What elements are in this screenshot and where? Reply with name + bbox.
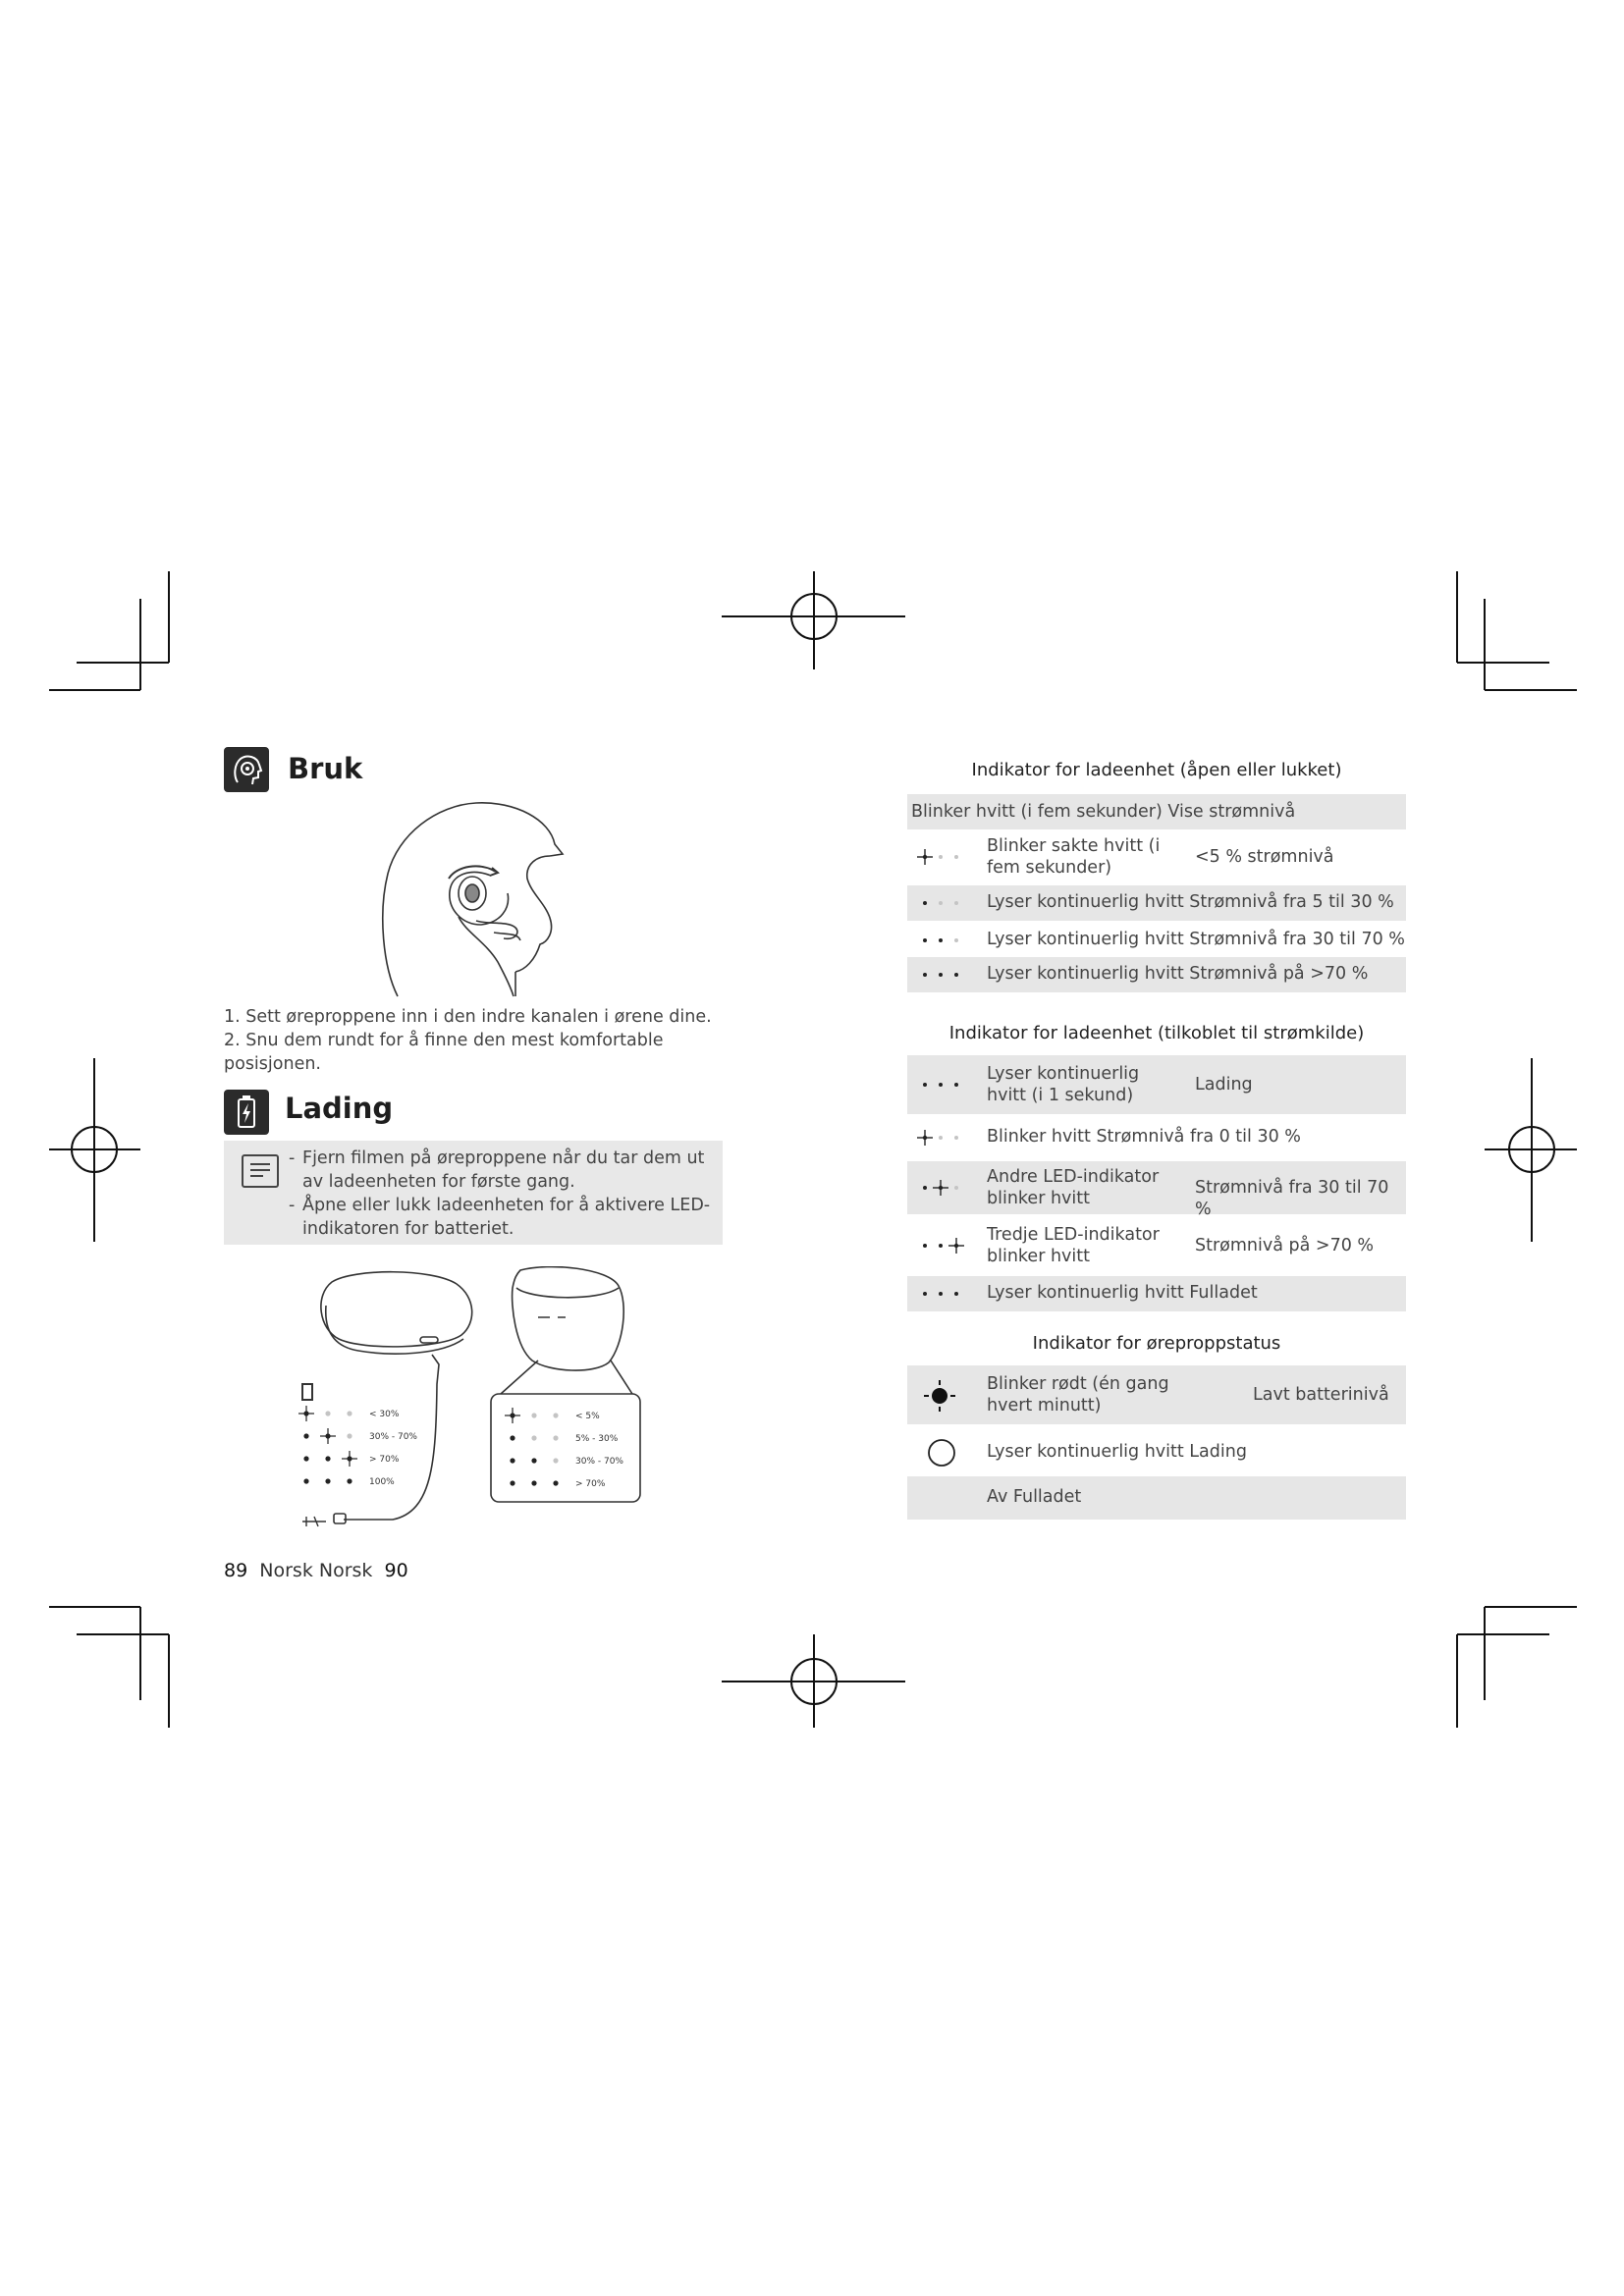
led-off-dot [954, 1136, 958, 1140]
page-folio [224, 1560, 408, 1581]
led-off-dot [954, 901, 958, 905]
level-label: 5% - 30% [575, 1434, 619, 1444]
led-off-dot [553, 1435, 558, 1440]
led-off-circle-icon [927, 1438, 956, 1468]
led-blink-icon [933, 1180, 948, 1196]
level-label: > 70% [575, 1479, 606, 1489]
usage-step: 1. Sett øreproppene inn i den indre kanalen i ørene dine. [224, 1007, 712, 1027]
battery-charge-icon [224, 1090, 269, 1135]
table-row: Blinker sakte hvitt (i fem sekunder) <5 % strømnivå [907, 833, 1406, 881]
led-on-dot [553, 1480, 558, 1485]
led-on-dot [325, 1456, 330, 1461]
note-item: - Fjern filmen på øreproppene når du tar dem ut av ladeenheten for første gang. [289, 1148, 705, 1192]
level-label: > 70% [369, 1455, 400, 1465]
led-on-dot [531, 1480, 536, 1485]
table-row: Lyser kontinuerlig hvitt Strømnivå på >70 % [907, 957, 1406, 992]
led-indicator-icon [917, 1120, 976, 1155]
level-label: < 30% [369, 1410, 400, 1419]
head-earbud-icon [224, 747, 269, 792]
table-header: Blinker hvitt (i fem sekunder) Vise strømnivå [907, 794, 1406, 829]
led-indicator-icon [917, 1055, 976, 1114]
led-off-dot [347, 1433, 352, 1438]
level-label: < 5% [575, 1412, 600, 1421]
table-row: Andre LED-indikator blinker hvitt Strømnivå fra 30 til 70 % [907, 1161, 1406, 1214]
led-blink-icon [320, 1428, 336, 1444]
led-on-dot [303, 1456, 308, 1461]
led-off-dot [939, 1136, 943, 1140]
led-on-dot [954, 1083, 958, 1087]
note-icon [242, 1154, 279, 1188]
led-on-dot [510, 1435, 514, 1440]
led-indicator-icon [917, 1276, 976, 1311]
led-on-dot [923, 938, 927, 942]
led-indicator-icon [917, 885, 976, 921]
led-indicator-icon [917, 1161, 976, 1214]
led-on-dot [939, 1083, 943, 1087]
usage-step: 2. Snu dem rundt for å finne den mest komfortable posisjonen. [224, 1031, 664, 1074]
table-row: Blinker hvitt Strømnivå fra 0 til 30 % [907, 1120, 1406, 1155]
level-label: 100% [369, 1477, 395, 1487]
folio-text: Norsk Norsk [259, 1560, 373, 1581]
led-on-dot [923, 973, 927, 977]
led-on-dot [510, 1458, 514, 1463]
led-blink-icon [948, 1238, 964, 1254]
led-indicator-icon [917, 957, 976, 992]
led-off-dot [954, 1186, 958, 1190]
led-off-dot [531, 1435, 536, 1440]
led-on-dot [923, 1083, 927, 1087]
level-label: 30% - 70% [369, 1432, 417, 1442]
led-on-dot [923, 1244, 927, 1248]
led-on-dot [325, 1478, 330, 1483]
led-on-dot [939, 1292, 943, 1296]
led-blink-icon [917, 1130, 933, 1146]
charging-case-illustration [285, 1266, 658, 1531]
led-on-dot [303, 1433, 308, 1438]
led-off-dot [939, 901, 943, 905]
led-on-dot [954, 973, 958, 977]
led-indicator-icon [917, 833, 976, 881]
note-item: - Åpne eller lukk ladeenheten for å aktivere LED-indikatoren for batteriet. [289, 1196, 711, 1239]
level-label: 30% - 70% [575, 1457, 623, 1467]
led-on-dot [939, 1244, 943, 1248]
table-title: Indikator for ladeenhet (åpen eller lukket) [971, 760, 1342, 780]
led-off-dot [954, 855, 958, 859]
note-box [224, 1141, 723, 1245]
led-on-dot [347, 1478, 352, 1483]
led-on-dot [923, 1186, 927, 1190]
battery-mini-icon [302, 1384, 312, 1400]
page-number-right: 90 [384, 1560, 408, 1581]
led-on-dot [303, 1478, 308, 1483]
table-row: Lyser kontinuerlig hvitt Lading [907, 1431, 1406, 1474]
led-blink-icon [505, 1408, 520, 1423]
led-on-dot [939, 938, 943, 942]
led-indicator-icon [917, 1219, 976, 1272]
led-off-dot [939, 855, 943, 859]
led-on-dot [939, 973, 943, 977]
led-off-dot [954, 938, 958, 942]
led-on-dot [510, 1480, 514, 1485]
table-row: Av Fulladet [907, 1476, 1406, 1520]
table-row: Blinker rødt (én gang hvert minutt) Lavt batterinivå [907, 1365, 1406, 1424]
led-on-dot [531, 1458, 536, 1463]
head-illustration [378, 795, 574, 1001]
table-title: Indikator for øreproppstatus [1032, 1333, 1281, 1354]
led-off-dot [553, 1413, 558, 1417]
section-title-lading: Lading [285, 1092, 394, 1125]
usage-steps [224, 1005, 754, 1076]
table-row: Lyser kontinuerlig hvitt Strømnivå fra 5 til 30 % [907, 885, 1406, 921]
led-off-dot [553, 1458, 558, 1463]
table-row: Lyser kontinuerlig hvitt (i 1 sekund) Lading [907, 1055, 1406, 1114]
led-blink-icon [342, 1451, 357, 1467]
table-row: Lyser kontinuerlig hvitt Fulladet [907, 1276, 1406, 1311]
led-indicator-icon [917, 923, 976, 958]
led-on-dot [923, 1292, 927, 1296]
led-off-dot [325, 1411, 330, 1415]
led-off-dot [531, 1413, 536, 1417]
table-row: Lyser kontinuerlig hvitt Strømnivå fra 30 til 70 % [907, 923, 1406, 958]
red-led-blink-icon [923, 1379, 956, 1413]
led-blink-icon [298, 1406, 314, 1421]
led-off-dot [347, 1411, 352, 1415]
led-on-dot [954, 1292, 958, 1296]
table-row: Tredje LED-indikator blinker hvitt Strømnivå på >70 % [907, 1219, 1406, 1272]
table-title: Indikator for ladeenhet (tilkoblet til strømkilde) [948, 1023, 1365, 1043]
page-number-left: 89 [224, 1560, 248, 1581]
section-title-bruk: Bruk [288, 752, 363, 785]
led-blink-icon [917, 849, 933, 865]
led-on-dot [923, 901, 927, 905]
